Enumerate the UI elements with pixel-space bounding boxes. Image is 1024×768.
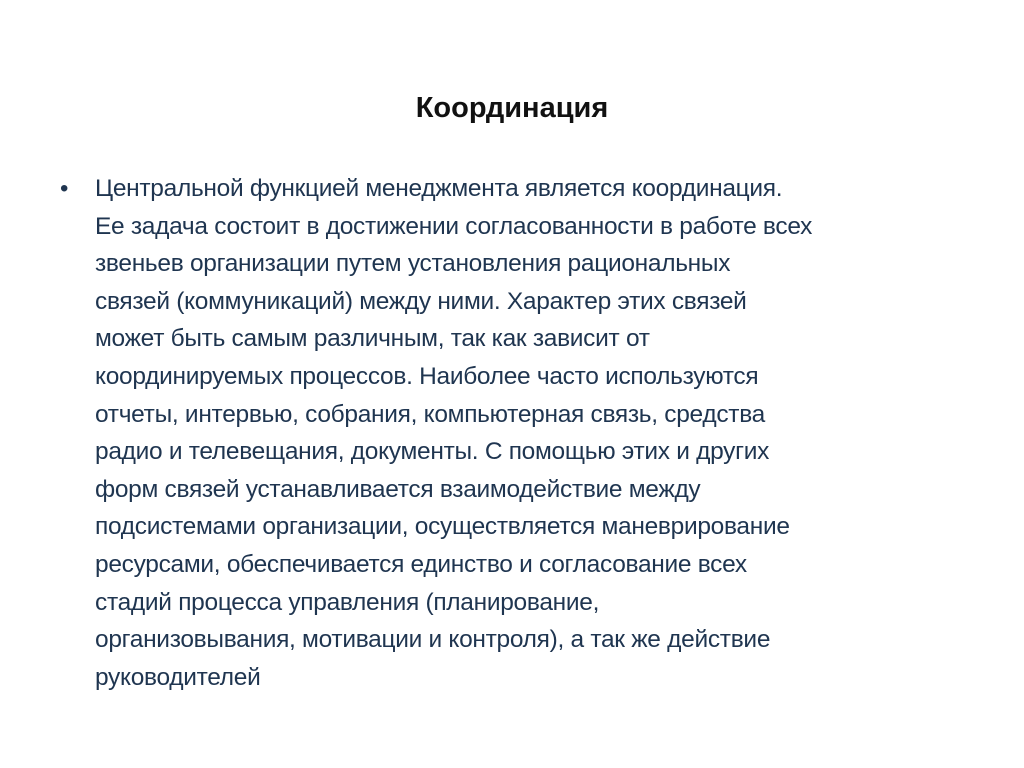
body-line: ресурсами, обеспечивается единство и согласование всех [95, 550, 747, 578]
bullet-icon: • [60, 175, 69, 202]
slide-body-text [95, 170, 995, 696]
body-line: Ее задача состоит в достижении согласованности в работе всех [95, 212, 813, 240]
body-line: Центральной функцией менеджмента является координация. [95, 175, 783, 202]
body-line: подсистемами организации, осуществляется маневрирование [95, 513, 790, 541]
body-line: может быть самым различным, так как зависит от [95, 325, 650, 353]
body-line: отчеты, интервью, собрания, компьютерная связь, средства [95, 400, 765, 428]
body-line: звеньев организации путем установления рациональных [95, 250, 731, 278]
slide-title: Координация [415, 92, 609, 124]
body-line: форм связей устанавливается взаимодействие между [95, 475, 701, 503]
body-line: руководителей [95, 663, 261, 691]
body-line: радио и телевещания, документы. С помощью этих и других [95, 438, 770, 466]
body-line: стадий процесса управления (планирование, [95, 588, 600, 616]
body-line: организовывания, мотивации и контроля), а так же действие [95, 626, 771, 654]
body-line: связей (коммуникаций) между ними. Характер этих связей [95, 287, 747, 315]
body-line: координируемых процессов. Наиболее часто используются [95, 362, 759, 390]
